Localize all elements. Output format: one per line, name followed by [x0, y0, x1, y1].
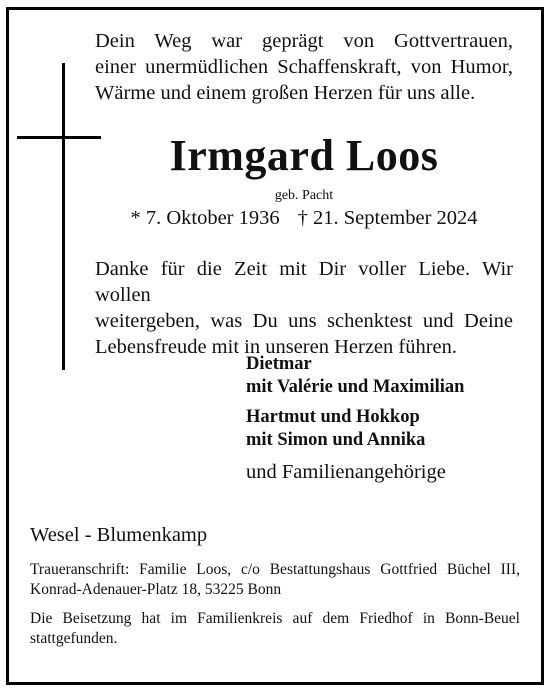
life-dates	[95, 207, 513, 230]
mourner-line: Hartmut und Hokkop	[246, 407, 420, 427]
burial-line: stattgefunden.	[30, 630, 118, 647]
relatives-line: und Familienangehörige	[246, 461, 446, 483]
mourner-line: Dietmar	[246, 354, 312, 374]
intro-line: einer unermüdlichen Schaffenskraft, von Humor,	[95, 56, 513, 78]
intro-line: Wärme und einem großen Herzen für uns alle.	[95, 82, 476, 104]
death-date: † 21. September 2024	[297, 207, 478, 229]
intro-verse	[95, 28, 513, 106]
burial-notice	[30, 609, 520, 649]
birth-date: * 7. Oktober 1936	[130, 207, 280, 229]
address-line: Traueranschrift: Familie Loos, c/o Bestattungshaus Gottfried Büchel III,	[30, 561, 520, 578]
address-line: Konrad-Adenauer-Platz 18, 53225 Bonn	[30, 581, 282, 598]
deceased-name: Irmgard Loos	[169, 131, 439, 180]
mourners-list	[246, 353, 526, 485]
thanks-text	[95, 256, 513, 360]
birth-name: geb. Pacht	[274, 188, 334, 203]
place: Wesel - Blumenkamp	[30, 524, 208, 546]
cross-icon-vertical	[62, 63, 65, 370]
thanks-line: Danke für die Zeit mit Dir voller Liebe. Wir wollen	[95, 258, 513, 306]
intro-line: Dein Weg war geprägt von Gottvertrauen,	[95, 30, 513, 52]
mourner-group	[246, 406, 526, 452]
thanks-line: weitergeben, was Du uns schenktest und Deine	[95, 310, 513, 332]
mourning-address	[30, 560, 520, 600]
burial-line: Die Beisetzung hat im Familienkreis auf dem Friedhof in Bonn-Beuel	[30, 610, 520, 627]
mourner-group	[246, 353, 526, 399]
mourner-line: mit Simon und Annika	[246, 430, 426, 450]
thanks-line: Lebensfreude mit in unseren Herzen führen.	[95, 336, 458, 358]
mourner-line: mit Valérie und Maximilian	[246, 377, 465, 397]
cross-icon-horizontal	[17, 136, 101, 139]
